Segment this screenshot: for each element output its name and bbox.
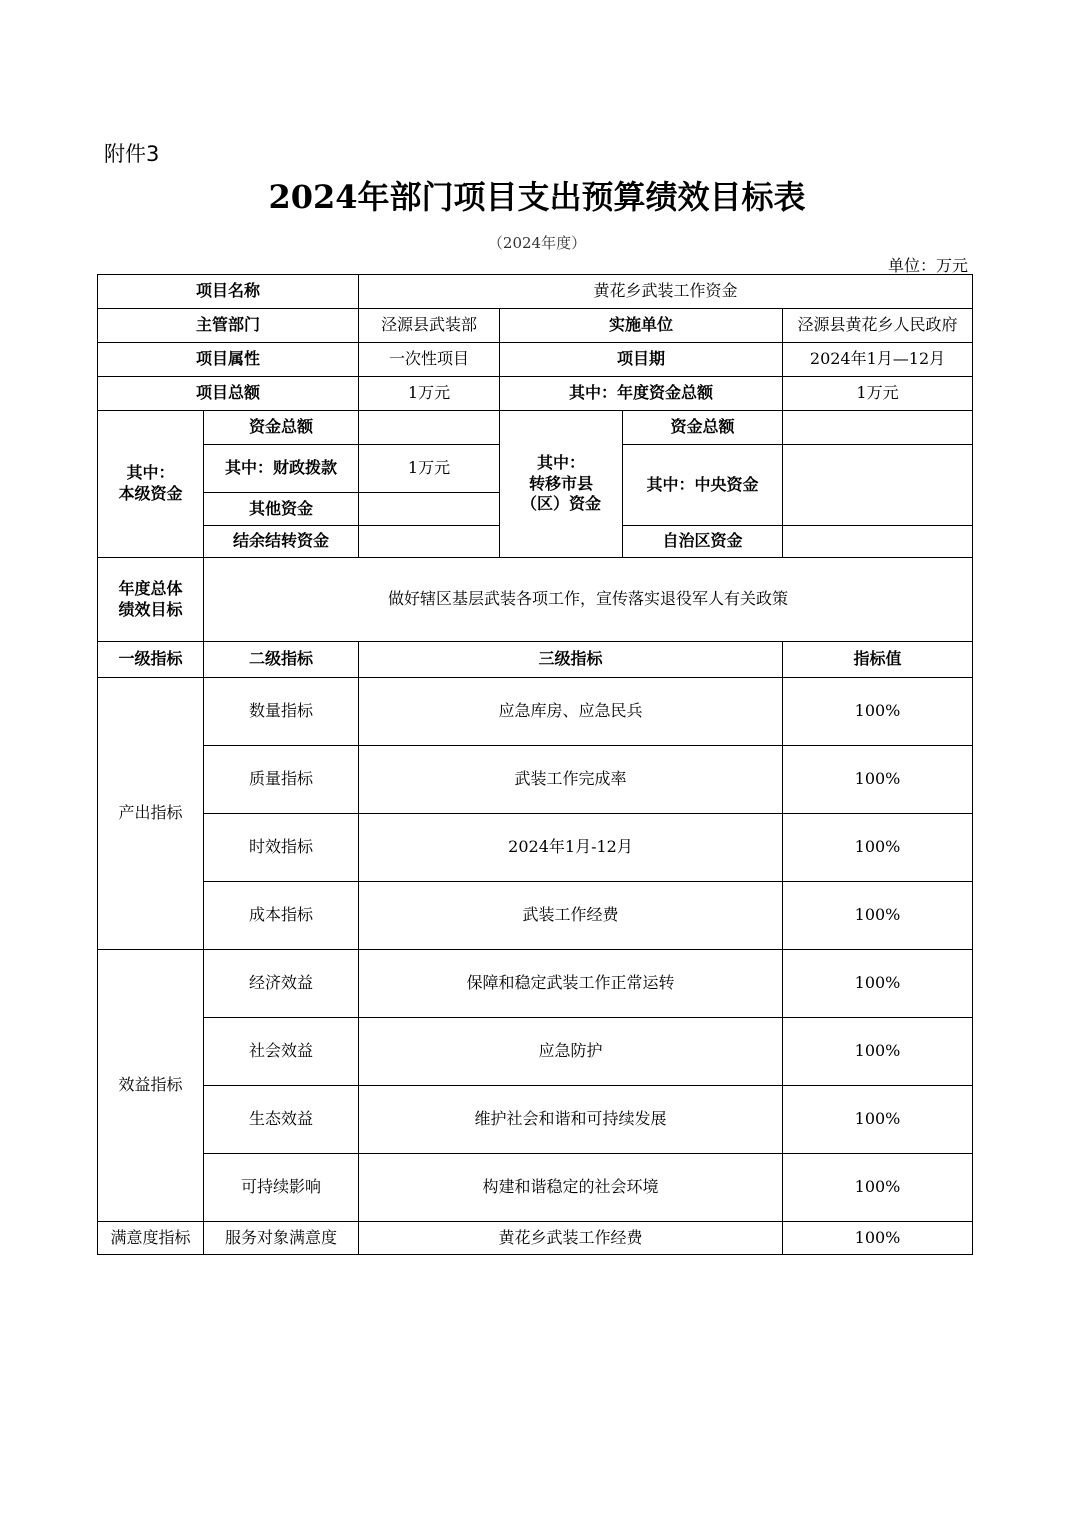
benefit-indicators-label: 效益指标	[98, 950, 204, 1222]
transfer-total-value	[783, 411, 973, 445]
other-funds-value	[359, 493, 500, 526]
header-level1: 一级指标	[98, 642, 204, 678]
total-value: 1万元	[359, 377, 500, 411]
attr-label: 项目属性	[98, 343, 359, 377]
value-cell: 100%	[783, 882, 973, 950]
value-cell: 100%	[783, 1018, 973, 1086]
level2-cell: 质量指标	[204, 746, 359, 814]
table-row	[98, 678, 973, 746]
value-cell: 100%	[783, 678, 973, 746]
level3-cell: 2024年1月-12月	[359, 814, 783, 882]
row-indicator-headers	[98, 642, 973, 678]
project-name-value: 黄花乡武装工作资金	[359, 275, 973, 309]
level3-cell: 黄花乡武装工作经费	[359, 1222, 783, 1255]
level2-cell: 生态效益	[204, 1086, 359, 1154]
dept-value: 泾源县武装部	[359, 309, 500, 343]
level3-cell: 维护社会和谐和可持续发展	[359, 1086, 783, 1154]
header-value: 指标值	[783, 642, 973, 678]
level3-cell: 武装工作完成率	[359, 746, 783, 814]
value-cell: 100%	[783, 1086, 973, 1154]
fiscal-value: 1万元	[359, 445, 500, 493]
level2-cell: 可持续影响	[204, 1154, 359, 1222]
value-cell: 100%	[783, 814, 973, 882]
period-value: 2024年1月—12月	[783, 343, 973, 377]
central-label: 其中：中央资金	[623, 445, 783, 526]
row-attribute	[98, 343, 973, 377]
attachment-label: 附件3	[104, 142, 160, 166]
level3-cell: 保障和稳定武装工作正常运转	[359, 950, 783, 1018]
other-funds-label: 其他资金	[204, 493, 359, 526]
unit-label: 单位：万元	[887, 256, 968, 275]
level2-cell: 时效指标	[204, 814, 359, 882]
goal-text: 做好辖区基层武装各项工作，宣传落实退役军人有关政策	[204, 558, 973, 642]
row-department	[98, 309, 973, 343]
table-row	[98, 1086, 973, 1154]
dept-label: 主管部门	[98, 309, 359, 343]
value-cell: 100%	[783, 1222, 973, 1255]
carry-funds-label: 结余结转资金	[204, 526, 359, 558]
row-funds-1	[98, 411, 973, 445]
performance-table	[97, 274, 973, 1255]
header-level2: 二级指标	[204, 642, 359, 678]
output-indicators-label: 产出指标	[98, 678, 204, 950]
project-name-label: 项目名称	[98, 275, 359, 309]
level3-cell: 构建和谐稳定的社会环境	[359, 1154, 783, 1222]
central-value	[783, 445, 973, 526]
row-total	[98, 377, 973, 411]
local-total-value	[359, 411, 500, 445]
transfer-total-label: 资金总额	[623, 411, 783, 445]
local-funds-label: 其中： 本级资金	[98, 411, 204, 558]
annual-label: 其中：年度资金总额	[500, 377, 783, 411]
region-funds-value	[783, 526, 973, 558]
level3-cell: 武装工作经费	[359, 882, 783, 950]
level2-cell: 成本指标	[204, 882, 359, 950]
carry-funds-value	[359, 526, 500, 558]
value-cell: 100%	[783, 1154, 973, 1222]
table-row	[98, 746, 973, 814]
impl-label: 实施单位	[500, 309, 783, 343]
table-row	[98, 882, 973, 950]
page-title: 2024年部门项目支出预算绩效目标表	[268, 178, 806, 216]
transfer-funds-label: 其中： 转移市县 （区）资金	[500, 411, 623, 558]
impl-value: 泾源县黄花乡人民政府	[783, 309, 973, 343]
level3-cell: 应急库房、应急民兵	[359, 678, 783, 746]
total-label: 项目总额	[98, 377, 359, 411]
period-label: 项目期	[500, 343, 783, 377]
level2-cell: 数量指标	[204, 678, 359, 746]
row-project-name	[98, 275, 973, 309]
row-goal	[98, 558, 973, 642]
table-row	[98, 1222, 973, 1255]
region-funds-label: 自治区资金	[623, 526, 783, 558]
attr-value: 一次性项目	[359, 343, 500, 377]
level3-cell: 应急防护	[359, 1018, 783, 1086]
value-cell: 100%	[783, 746, 973, 814]
table-row	[98, 814, 973, 882]
table-row	[98, 1018, 973, 1086]
level2-cell: 经济效益	[204, 950, 359, 1018]
value-cell: 100%	[783, 950, 973, 1018]
fiscal-label: 其中：财政拨款	[204, 445, 359, 493]
year-subtitle: （2024年度）	[487, 234, 587, 252]
level2-cell: 服务对象满意度	[204, 1222, 359, 1255]
level2-cell: 社会效益	[204, 1018, 359, 1086]
goal-label: 年度总体 绩效目标	[98, 558, 204, 642]
header-level3: 三级指标	[359, 642, 783, 678]
table-row	[98, 1154, 973, 1222]
table-row	[98, 950, 973, 1018]
local-total-label: 资金总额	[204, 411, 359, 445]
annual-value: 1万元	[783, 377, 973, 411]
satisfaction-indicators-label: 满意度指标	[98, 1222, 204, 1255]
